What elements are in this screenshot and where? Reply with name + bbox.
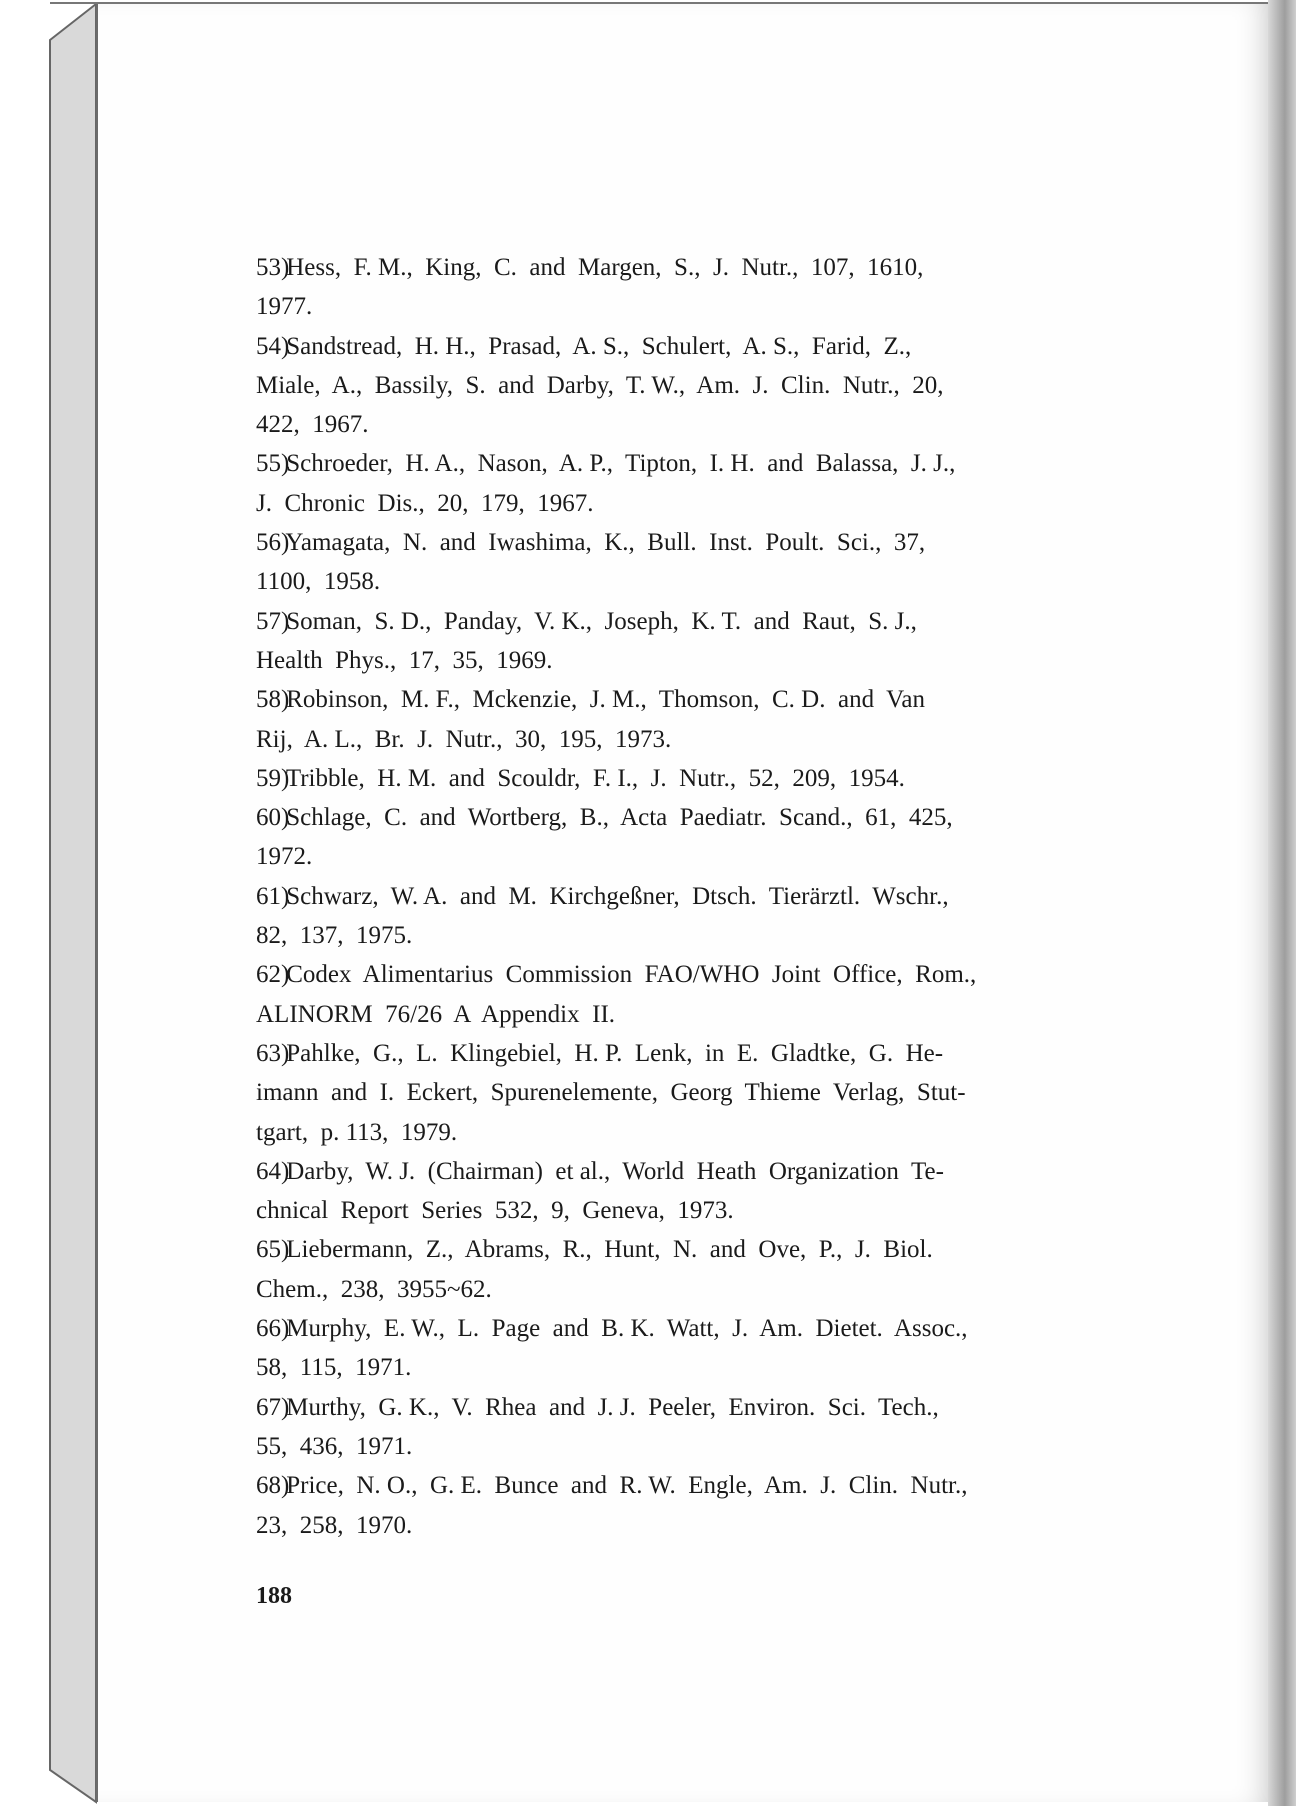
reference-text: 1100, 1958. — [256, 568, 381, 596]
reference-entry — [256, 1034, 1156, 1073]
reference-continuation — [256, 641, 1156, 680]
reference-text: Rij, A. L., Br. J. Nutr., 30, 195, 1973. — [256, 725, 672, 753]
reference-text: Health Phys., 17, 35, 1969. — [256, 646, 553, 674]
reference-number: 67) — [256, 1393, 290, 1421]
reference-text: Chem., 238, 3955~62. — [256, 1275, 492, 1303]
reference-text: imann and I. Eckert, Spurenelemente, Georg Thieme Verlag, Stut- — [256, 1079, 966, 1107]
reference-continuation — [256, 287, 1156, 326]
reference-number: 55) — [256, 450, 290, 478]
reference-entry — [256, 759, 1156, 798]
reference-number: 61) — [256, 882, 290, 910]
reference-text: 82, 137, 1975. — [256, 922, 413, 950]
reference-continuation — [256, 1506, 1156, 1545]
reference-entry — [256, 523, 1156, 562]
reference-text: Pahlke, G., L. Klingebiel, H. P. Lenk, in E. Gladtke, G. He- — [286, 1039, 944, 1067]
reference-text: 422, 1967. — [256, 411, 369, 439]
reference-entry — [256, 248, 1156, 287]
reference-continuation — [256, 916, 1156, 955]
reference-entry — [256, 327, 1156, 366]
reference-number: 66) — [256, 1315, 290, 1343]
reference-entry — [256, 1152, 1156, 1191]
reference-text: Schwarz, W. A. and M. Kirchgeßner, Dtsch. Tierärztl. Wschr., — [286, 882, 949, 910]
reference-text: 23, 258, 1970. — [256, 1511, 413, 1539]
reference-text: chnical Report Series 532, 9, Geneva, 1973. — [256, 1197, 734, 1225]
reference-text: Schlage, C. and Wortberg, B., Acta Paediatr. Scand., 61, 425, — [286, 804, 953, 832]
reference-number: 60) — [256, 804, 290, 832]
reference-number: 54) — [256, 332, 290, 360]
reference-text: Soman, S. D., Panday, V. K., Joseph, K. T. and Raut, S. J., — [286, 607, 917, 635]
page-number: 188 — [256, 1583, 292, 1609]
reference-text: 1972. — [256, 843, 313, 871]
reference-text: Liebermann, Z., Abrams, R., Hunt, N. and Ove, P., J. Biol. — [286, 1236, 933, 1264]
reference-text: 58, 115, 1971. — [256, 1354, 412, 1382]
reference-text: Yamagata, N. and Iwashima, K., Bull. Inst. Poult. Sci., 37, — [285, 529, 926, 557]
reference-number: 57) — [256, 607, 290, 635]
reference-text: Price, N. O., G. E. Bunce and R. W. Engle, Am. J. Clin. Nutr., — [286, 1472, 968, 1500]
reference-number: 62) — [256, 961, 290, 989]
reference-text: J. Chronic Dis., 20, 179, 1967. — [256, 489, 594, 517]
reference-number: 56) — [256, 529, 290, 557]
reference-text: Schroeder, H. A., Nason, A. P., Tipton, I. H. and Balassa, J. J., — [286, 450, 956, 478]
reference-continuation — [256, 366, 1156, 405]
reference-number: 59) — [256, 764, 290, 792]
reference-continuation — [256, 1348, 1156, 1387]
reference-text: ALINORM 76/26 A Appendix II. — [256, 1000, 616, 1028]
reference-entry — [256, 798, 1156, 837]
reference-text: Robinson, M. F., Mckenzie, J. M., Thomson, C. D. and Van — [286, 686, 925, 714]
reference-continuation — [256, 405, 1156, 444]
reference-continuation — [256, 995, 1156, 1034]
reference-number: 53) — [256, 254, 290, 281]
reference-continuation — [256, 562, 1156, 601]
reference-text: Hess, F. M., King, C. and Margen, S., J. Nutr., 107, 1610, — [286, 254, 924, 281]
reference-entry — [256, 955, 1156, 994]
reference-entry — [256, 1230, 1156, 1269]
reference-text: Darby, W. J. (Chairman) et al., World Heath Organization Te- — [286, 1157, 944, 1185]
reference-number: 58) — [256, 686, 290, 714]
reference-continuation — [256, 1270, 1156, 1309]
reference-continuation — [256, 837, 1156, 876]
reference-entry — [256, 444, 1156, 483]
reference-list — [256, 248, 1156, 1545]
reference-number: 63) — [256, 1039, 290, 1067]
reference-continuation — [256, 484, 1156, 523]
reference-text: Murthy, G. K., V. Rhea and J. J. Peeler, Environ. Sci. Tech., — [286, 1393, 939, 1421]
reference-text: Sandstread, H. H., Prasad, A. S., Schulert, A. S., Farid, Z., — [286, 332, 912, 360]
reference-number: 64) — [256, 1157, 290, 1185]
reference-text: Codex Alimentarius Commission FAO/WHO Joint Office, Rom., — [286, 961, 977, 989]
reference-entry — [256, 1466, 1156, 1505]
reference-continuation — [256, 1073, 1156, 1112]
reference-continuation — [256, 720, 1156, 759]
reference-entry — [256, 877, 1156, 916]
reference-continuation — [256, 1427, 1156, 1466]
reference-continuation — [256, 1113, 1156, 1152]
reference-number: 65) — [256, 1236, 290, 1264]
reference-text: Miale, A., Bassily, S. and Darby, T. W., Am. J. Clin. Nutr., 20, — [256, 371, 944, 399]
reference-entry — [256, 1388, 1156, 1427]
reference-continuation — [256, 1191, 1156, 1230]
reference-text: 55, 436, 1971. — [256, 1432, 413, 1460]
book-spine-edge — [0, 0, 100, 1806]
reference-text: Murphy, E. W., L. Page and B. K. Watt, J. Am. Dietet. Assoc., — [286, 1315, 968, 1343]
page-right-edge — [1268, 0, 1296, 1806]
reference-text: Tribble, H. M. and Scouldr, F. I., J. Nutr., 52, 209, 1954. — [285, 764, 905, 792]
reference-entry — [256, 1309, 1156, 1348]
reference-number: 68) — [256, 1472, 290, 1500]
reference-text: 1977. — [256, 293, 313, 321]
reference-text: tgart, p. 113, 1979. — [256, 1118, 458, 1146]
reference-entry — [256, 680, 1156, 719]
reference-entry — [256, 602, 1156, 641]
